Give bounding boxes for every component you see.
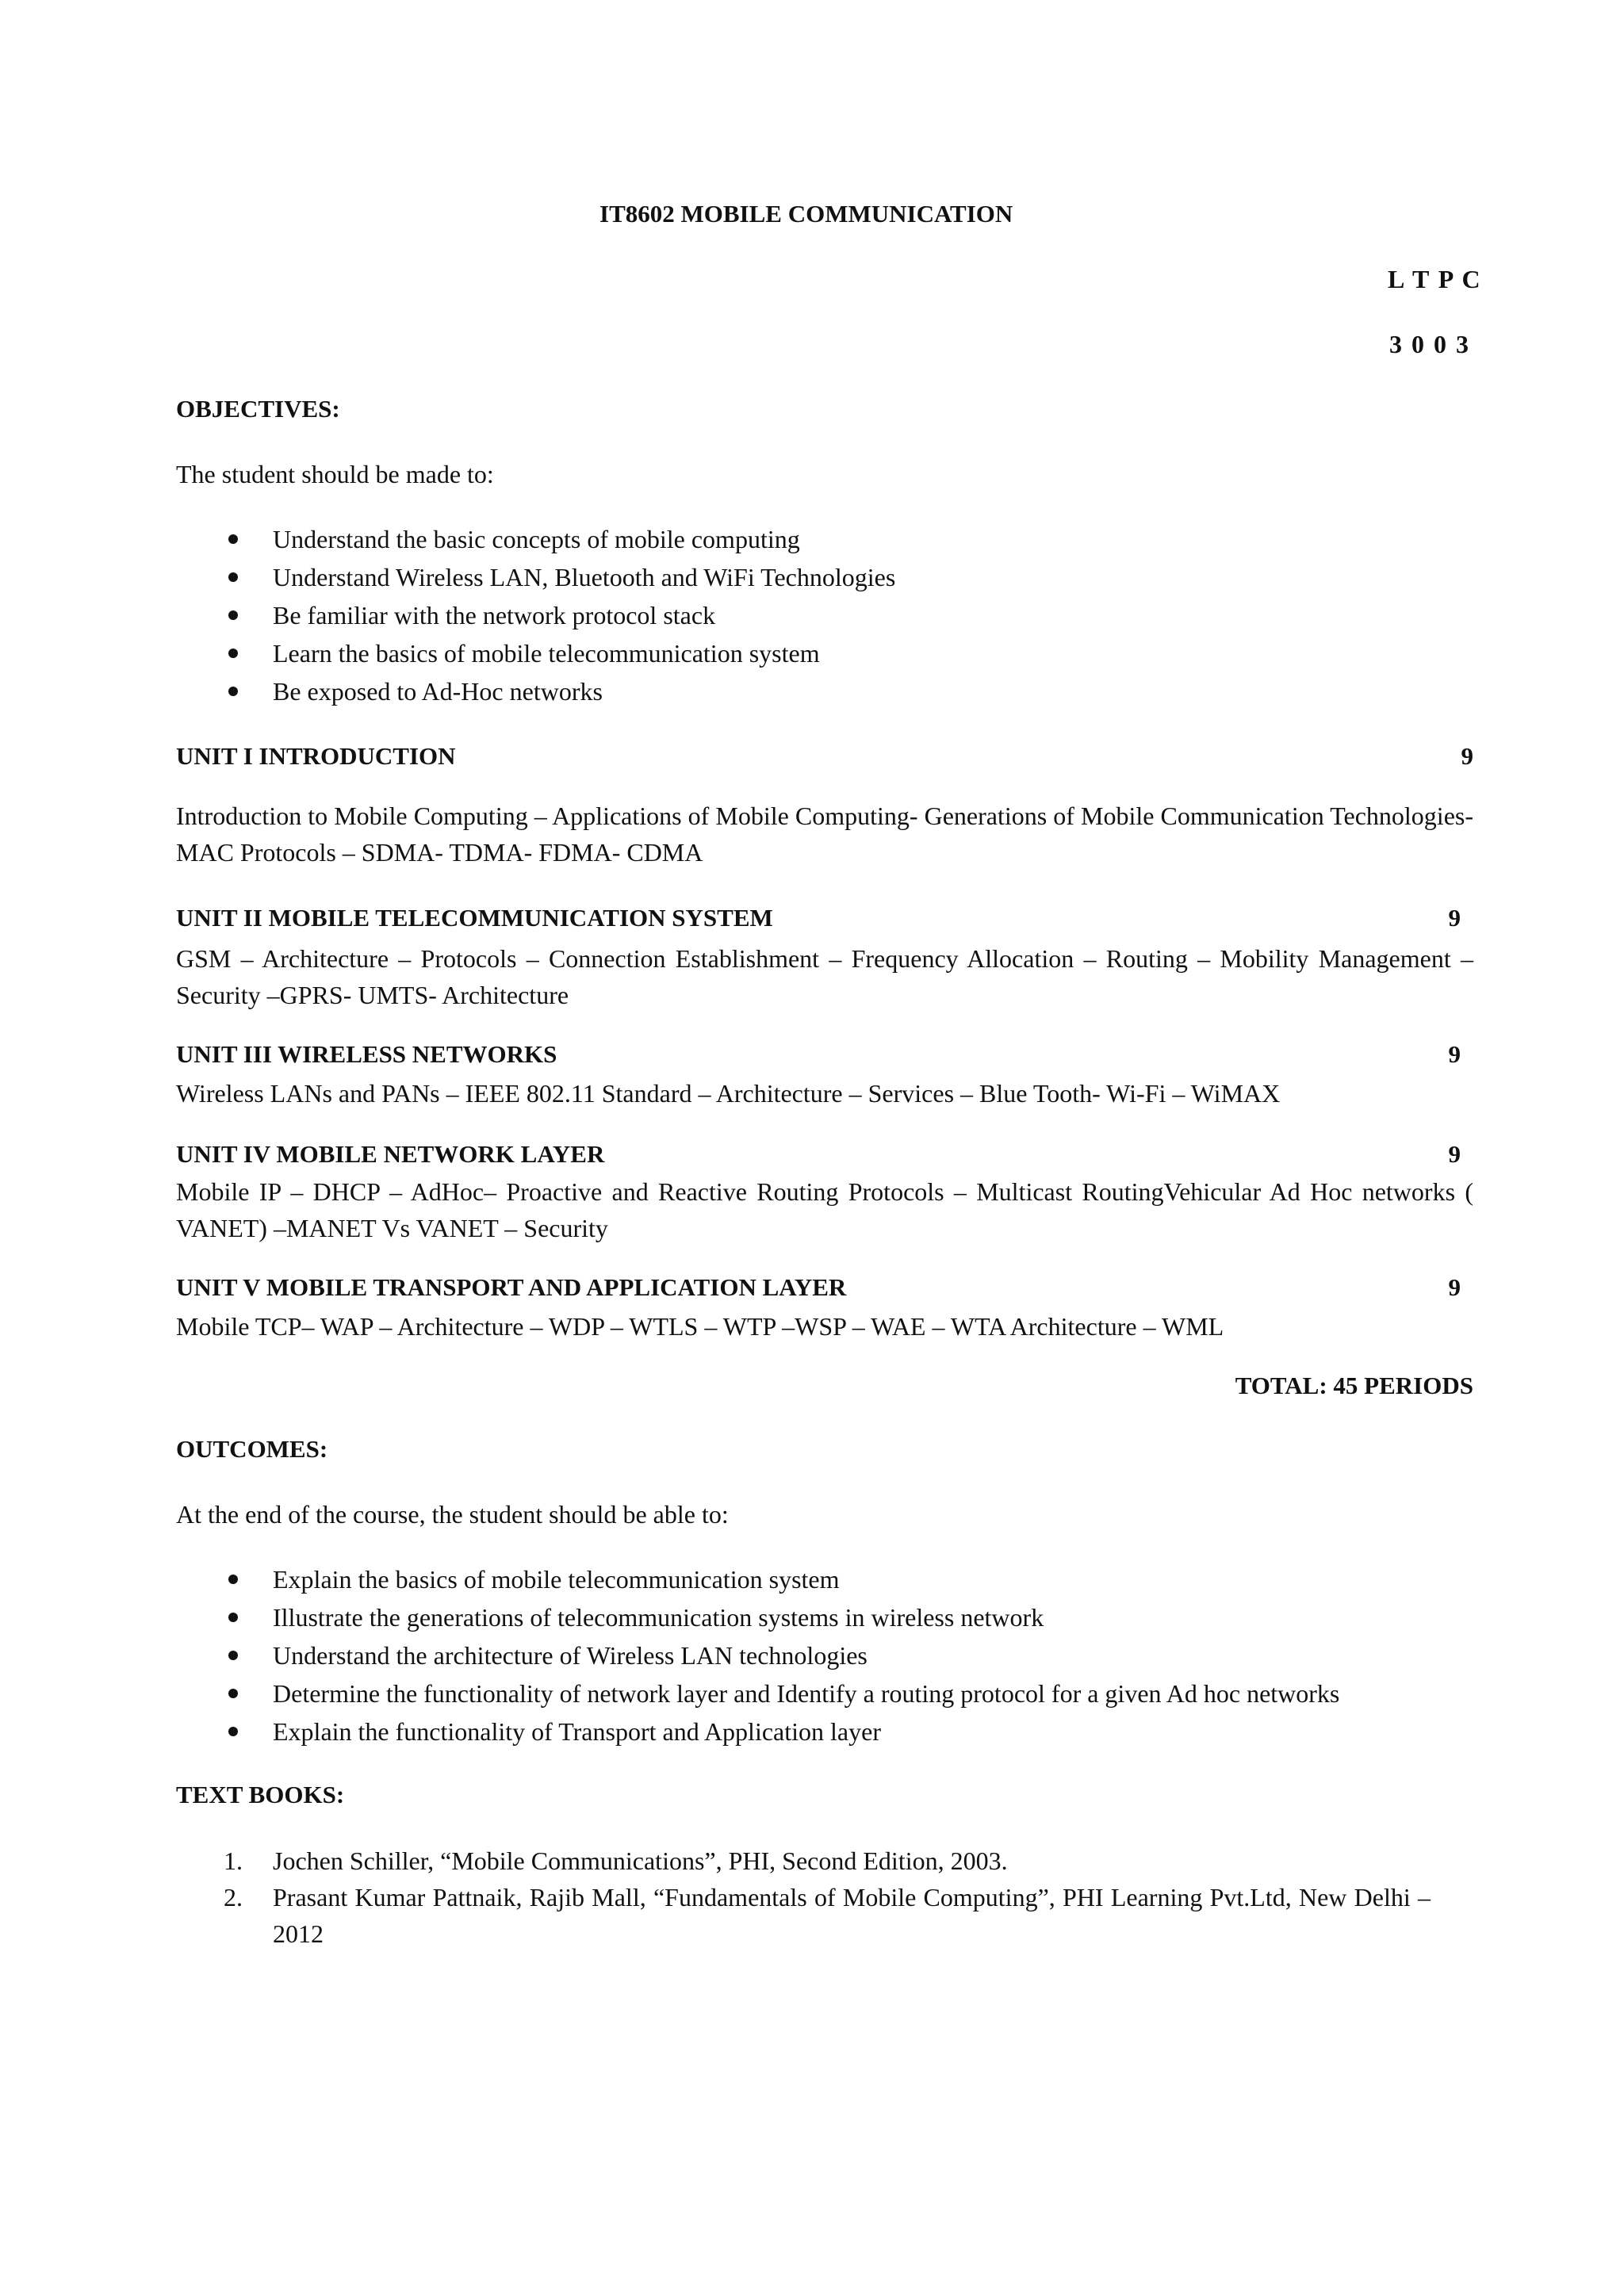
text-books-heading: TEXT BOOKS: — [176, 1781, 345, 1808]
unit-4-content: Mobile IP – DHCP – AdHoc– Proactive and Reactive Routing Protocols – Multicast RoutingVehicular Ad Hoc networks ( VANET) –MANET Vs VANET – Security — [176, 1177, 1473, 1242]
unit-3-heading — [176, 1040, 1461, 1069]
syllabus-page: IT8602 MOBILE COMMUNICATION L T P C 3 0 0 3 OBJECTIVES: The student should be made to: Understand the basic concepts of mobile computing Understand Wireless LAN, Bluetooth and WiFi Technologies Be familiar with the network protocol stack Learn the basics of mobile telecommunication system Be exposed to Ad-Hoc networks UNIT I INTRODUCTION 9 Introduction to Mobile Computing – Applications of Mobile Computing- Generations of Mobile Communication Technologies-MAC Protocols – SDMA- TDMA- FDMA- CDMA UNIT II MOBILE TELECOMMUNICATION SYSTEM 9 GSM – Architecture – Protocols – Connection Establishment – Frequency Allocation – Routing – Mobility Management – Security –GPRS- UMTS- Architecture UNIT III WIRELESS NETWORKS 9 Wireless LANs and PANs – IEEE 802.11 Standard – Architecture – Services – Blue Tooth- Wi-Fi – WiMAX UNIT IV MOBILE NETWORK LAYER 9 Mobile IP – DHCP – AdHoc– Proactive and Reactive Routing Protocols – Multicast RoutingVehicular Ad Hoc networks ( VANET) –MANET Vs VANET – Security UNIT V MOBILE TRANSPORT AND APPLICATION LAYER 9 Mobile TCP– WAP – Architecture – WDP – WTLS – WTP –WSP – WAE – WTA Architecture – WML TOTAL: 45 PERIODS OUTCOMES: At the end of the course, the student should be able to: Explain the basics of mobile telecommunication system Illustrate the generations of telecommunication systems in wireless network Understand the architecture of Wireless LAN technologies Determine the functionality of network layer and Identify a routing protocol for a given Ad hoc networks Explain the functionality of Transport and Application layer TEXT BOOKS: 1. Jochen Schiller, “Mobile Communications”, PHI, Second Edition, 2003. 2. Prasant Kumar Pattnaik, Rajib Mall, “Fundamentals of Mobile Computing”, PHI Learning Pvt.Ltd, New Delhi – 2012 — [0, 0, 1624, 2296]
outcomes-intro: At the end of the course, the student should be able to: — [176, 1500, 729, 1529]
book-number: 1. — [224, 1846, 243, 1875]
objectives-heading: OBJECTIVES: — [176, 395, 340, 423]
unit-4-heading — [176, 1140, 1461, 1169]
book-citation: Prasant Kumar Pattnaik, Rajib Mall, “Fundamentals of Mobile Computing”, PHI Learning Pvt.Ltd, New Delhi – 2012 — [273, 1883, 1431, 1948]
bullet-icon — [228, 572, 238, 582]
bullet-icon — [228, 1613, 238, 1622]
unit-3-content: Wireless LANs and PANs – IEEE 802.11 Standard – Architecture – Services – Blue Tooth- Wi-Fi – WiMAX — [176, 1079, 1281, 1108]
objectives-intro: The student should be made to: — [176, 460, 494, 488]
unit-hours: 9 — [1448, 1140, 1461, 1168]
unit-hours: 9 — [1448, 1040, 1461, 1068]
unit-5-heading — [176, 1273, 1461, 1302]
list-item — [0, 1879, 1431, 1952]
unit-1-heading — [176, 742, 1473, 771]
unit-title: UNIT II MOBILE TELECOMMUNICATION SYSTEM — [176, 904, 773, 932]
ltpc-header: L T P C — [1388, 265, 1482, 293]
unit-title: UNIT I INTRODUCTION — [176, 742, 456, 770]
ltpc-values: 3 0 0 3 — [1389, 330, 1470, 358]
book-citation: Jochen Schiller, “Mobile Communications”, PHI, Second Edition, 2003. — [273, 1846, 1008, 1875]
bullet-icon — [228, 1689, 238, 1698]
unit-hours: 9 — [1461, 742, 1473, 770]
course-title: IT8602 MOBILE COMMUNICATION — [599, 200, 1013, 228]
bullet-icon — [228, 649, 238, 658]
unit-2-content: GSM – Architecture – Protocols – Connection Establishment – Frequency Allocation – Routing – Mobility Management – Security –GPRS- UMTS- Architecture — [176, 944, 1473, 1009]
total-periods: TOTAL: 45 PERIODS — [1235, 1372, 1473, 1399]
bullet-icon — [228, 1575, 238, 1584]
unit-hours: 9 — [1448, 1273, 1461, 1301]
unit-title: UNIT IV MOBILE NETWORK LAYER — [176, 1140, 605, 1168]
bullet-icon — [228, 534, 238, 544]
text-books-list — [0, 1843, 1431, 1952]
outcomes-heading: OUTCOMES: — [176, 1435, 328, 1463]
unit-1-content: Introduction to Mobile Computing – Applications of Mobile Computing- Generations of Mobile Communication Technologies-MAC Protocols – SDMA- TDMA- FDMA- CDMA — [176, 802, 1473, 867]
bullet-icon — [228, 1727, 238, 1736]
bullet-icon — [228, 610, 238, 620]
list-item — [0, 1843, 1431, 1879]
unit-title: UNIT III WIRELESS NETWORKS — [176, 1040, 557, 1068]
unit-2-heading — [176, 904, 1461, 932]
unit-5-content: Mobile TCP– WAP – Architecture – WDP – WTLS – WTP –WSP – WAE – WTA Architecture – WML — [176, 1312, 1224, 1341]
unit-hours: 9 — [1448, 904, 1461, 932]
bullet-icon — [228, 1651, 238, 1660]
unit-title: UNIT V MOBILE TRANSPORT AND APPLICATION LAYER — [176, 1273, 847, 1301]
bullet-icon — [228, 687, 238, 696]
book-number: 2. — [224, 1883, 243, 1911]
